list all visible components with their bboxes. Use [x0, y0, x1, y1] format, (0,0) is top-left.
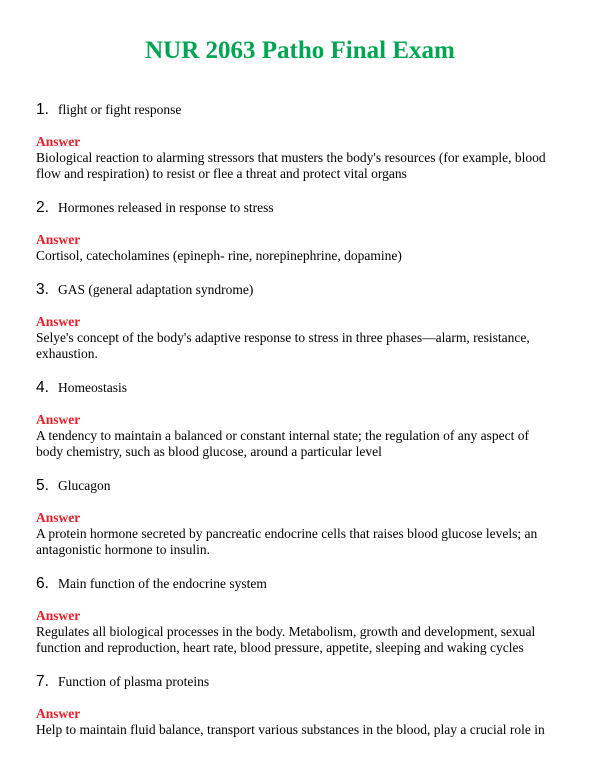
question-number: 6. [36, 575, 49, 592]
answer-label: Answer [36, 510, 81, 525]
answer-label: Answer [36, 314, 81, 329]
question-text: Main function of the endocrine system [58, 576, 267, 591]
question-6 [36, 576, 576, 592]
question-number: 4. [36, 379, 49, 396]
question-2 [36, 200, 576, 216]
question-1 [36, 102, 576, 118]
question-4 [36, 380, 576, 396]
answer-label: Answer [36, 706, 81, 721]
answer-text [36, 248, 571, 264]
question-number: 5. [36, 477, 49, 494]
answer-label: Answer [36, 608, 81, 623]
answer-line: function and reproduction, heart rate, blood pressure, appetite, sleeping and waking cycles [36, 640, 524, 655]
page-title: NUR 2063 Patho Final Exam [145, 37, 455, 64]
answer-line: Help to maintain fluid balance, transport various substances in the blood, play a crucial role in [36, 722, 545, 737]
answer-line: body chemistry, such as blood glucose, around a particular level [36, 444, 382, 459]
answer-label: Answer [36, 412, 81, 427]
answer-label: Answer [36, 232, 81, 247]
answer-label: Answer [36, 134, 81, 149]
question-number: 7. [36, 673, 49, 690]
answer-line: exhaustion. [36, 346, 98, 361]
answer-text [36, 330, 571, 362]
question-text: flight or fight response [58, 102, 182, 117]
question-number: 3. [36, 281, 49, 298]
question-number: 1. [36, 101, 49, 118]
answer-line: A protein hormone secreted by pancreatic endocrine cells that raises blood glucose levels; an [36, 526, 538, 541]
question-text: Function of plasma proteins [58, 674, 210, 689]
answer-line: Cortisol, catecholamines (epineph- rine, norepinephrine, dopamine) [36, 248, 402, 263]
answer-line: A tendency to maintain a balanced or constant internal state; the regulation of any aspect of [36, 428, 529, 443]
answer-text [36, 722, 571, 738]
answer-line: Regulates all biological processes in the body. Metabolism, growth and development, sexual [36, 624, 536, 639]
question-3 [36, 282, 576, 298]
question-number: 2. [36, 199, 49, 216]
answer-line: Selye's concept of the body's adaptive response to stress in three phases—alarm, resistance, [36, 330, 530, 345]
question-text: Homeostasis [58, 380, 127, 395]
answer-line: antagonistic hormone to insulin. [36, 542, 210, 557]
answer-text [36, 150, 571, 182]
answer-line: flow and respiration) to resist or flee a threat and protect vital organs [36, 166, 407, 181]
question-text: Hormones released in response to stress [58, 200, 274, 215]
answer-text [36, 526, 571, 558]
answer-text [36, 624, 571, 656]
question-text: GAS (general adaptation syndrome) [58, 282, 254, 297]
answer-line: Biological reaction to alarming stressors that musters the body's resources (for example, blood [36, 150, 546, 165]
answer-text [36, 428, 571, 460]
question-text: Glucagon [58, 478, 111, 493]
question-5 [36, 478, 576, 494]
question-7 [36, 674, 576, 690]
